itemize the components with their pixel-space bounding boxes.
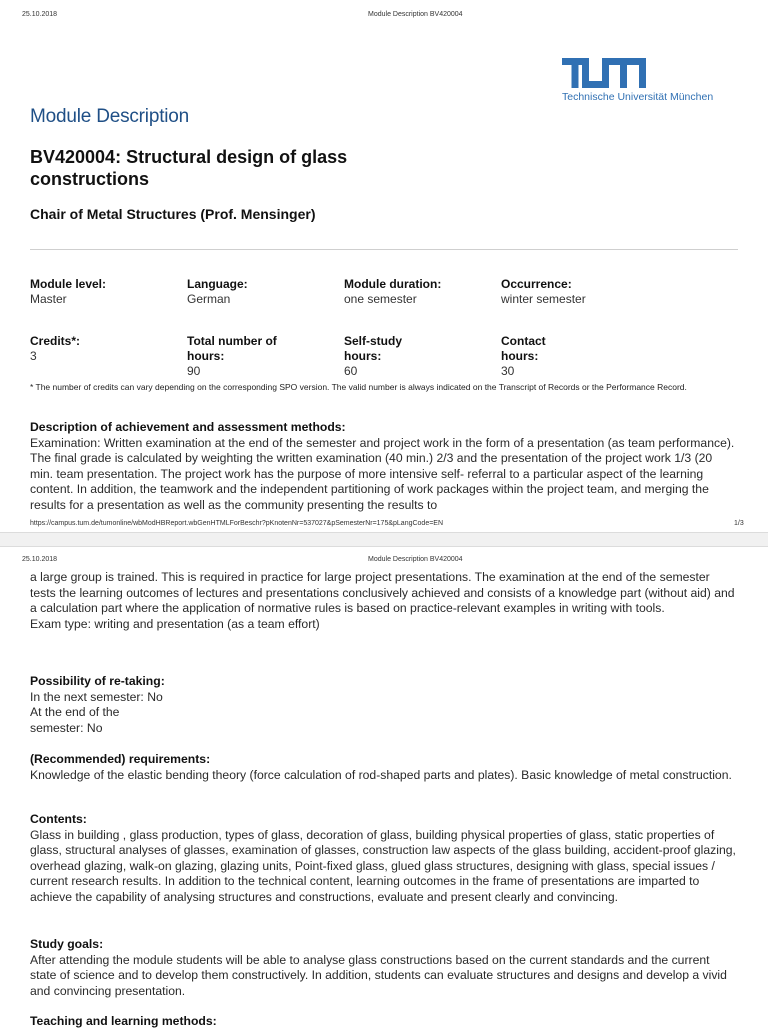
language-label: Language: xyxy=(187,277,248,291)
assessment-text: Examination: Written examination at the end of the semester and project work in the form of a presentation (as team performance). The final grade is calculated by weighting the written examination (40 min.) 2/3 and the presentation of the project work 1/3 (20 min. team presentation. The project work has the purpose of more intensive self- referral to a particular aspect of the learning content. In addition, the teamwork and the independent partitioning of work packages within the project team, and merging the results for a presentation as well as the community presenting the results to xyxy=(30,435,735,512)
occurrence-value: winter semester xyxy=(501,292,586,306)
assessment-section xyxy=(30,420,740,512)
chair-name: Chair of Metal Structures (Prof. Mensinger) xyxy=(30,206,316,222)
divider xyxy=(30,249,738,250)
total-hours-value: 90 xyxy=(187,364,201,378)
module-duration-value: one semester xyxy=(344,292,417,306)
total-hours-cell xyxy=(187,334,287,379)
retake-line: semester: No xyxy=(30,720,103,735)
credits-label: Credits*: xyxy=(30,334,81,348)
print-header-date: 25.10.2018 xyxy=(22,556,58,563)
retake-heading: Possibility of re-taking: xyxy=(30,674,165,688)
self-study-hours-value: 60 xyxy=(344,364,358,378)
tum-logo-text: Technische Universität München xyxy=(562,91,714,103)
contents-text: Glass in building , glass production, types of glass, decoration of glass, building physical properties of glass, static properties of glass, structural analyses of glasses, examination of glasses, construction law aspects of the glass building, accident-proof glazing, overhead glazing, walk-on glazing, glazing units, Point-fixed glass, glued glass structures, designing with glass, special issues / current research results. In addition to the technical content, learning outcomes in the frame of presentations are imparted to achieve the capability of analysing structures and constructions, evaluate and present clearly and convincing. xyxy=(30,827,736,904)
retake-section xyxy=(30,674,738,736)
assessment-heading: Description of achievement and assessment methods: xyxy=(30,420,346,434)
requirements-section xyxy=(30,752,738,783)
credits-footnote: * The number of credits can vary depending on the corresponding SPO version. The valid number is always indicated on the Transcript of Records or the Performance Record. xyxy=(30,382,687,392)
contents-heading: Contents: xyxy=(30,812,87,826)
language-cell xyxy=(187,277,337,307)
study-goals-heading: Study goals: xyxy=(30,937,104,951)
print-footer-url: https://campus.tum.de/tumonline/wbModHBReport.wbGenHTMLForBeschr?pKnotenNr=537027&pSemesterNr=175&pLangCode=EN xyxy=(30,520,444,527)
teaching-methods-section xyxy=(30,1014,738,1030)
assessment-text-continued: a large group is trained. This is required in practice for large project presentations. The examination at the end of the semester tests the learning outcomes of lectures and presentations conclusively achieved and consists of a knowledge part (without aid) and a calculation part where the application of normative rules is based on practice-relevant examples in writing with tools. xyxy=(30,570,735,615)
occurrence-label: Occurrence: xyxy=(501,277,572,291)
exam-type: Exam type: writing and presentation (as a team effort) xyxy=(30,616,320,631)
print-header-date: 25.10.2018 xyxy=(22,11,58,18)
occurrence-cell xyxy=(501,277,651,307)
module-duration-label: Module duration: xyxy=(344,277,442,291)
course-title: BV420004: Structural design of glass constructions xyxy=(30,147,348,189)
contact-hours-value: 30 xyxy=(501,364,515,378)
contact-hours-label: Contact hours: xyxy=(501,334,546,363)
contact-hours-cell xyxy=(501,334,571,379)
contents-section xyxy=(30,812,738,905)
print-header-title: Module Description BV420004 xyxy=(368,556,463,563)
module-level-label: Module level: xyxy=(30,277,107,291)
requirements-text: Knowledge of the elastic bending theory (force calculation of rod-shaped parts and plates). Basic knowledge of metal construction. xyxy=(30,767,732,782)
module-description-heading: Module Description xyxy=(30,106,190,127)
credits-cell xyxy=(30,334,180,364)
tum-logo xyxy=(562,58,714,103)
retake-line: In the next semester: No xyxy=(30,689,163,704)
total-hours-label: Total number of hours: xyxy=(187,334,277,363)
retake-line: At the end of the xyxy=(30,705,120,719)
language-value: German xyxy=(187,292,231,306)
requirements-heading: (Recommended) requirements: xyxy=(30,752,211,766)
print-footer-page: 1/3 xyxy=(734,520,744,527)
module-level-value: Master xyxy=(30,292,67,306)
module-level-cell xyxy=(30,277,180,307)
assessment-continued xyxy=(30,570,738,632)
page-break xyxy=(0,532,768,547)
print-header-title: Module Description BV420004 xyxy=(368,11,463,18)
credits-value: 3 xyxy=(30,349,37,363)
self-study-hours-label: Self-study hours: xyxy=(344,334,403,363)
tum-logo-icon xyxy=(562,58,646,88)
teaching-methods-heading: Teaching and learning methods: xyxy=(30,1014,217,1028)
study-goals-section xyxy=(30,937,738,999)
module-duration-cell xyxy=(344,277,494,307)
self-study-hours-cell xyxy=(344,334,434,379)
study-goals-text: After attending the module students will be able to analyse glass constructions based on the current standards and the current state of science and to develop them constructively. In addition, students can evaluate structures and designs and develop a vivid and convincing presentation. xyxy=(30,952,727,998)
